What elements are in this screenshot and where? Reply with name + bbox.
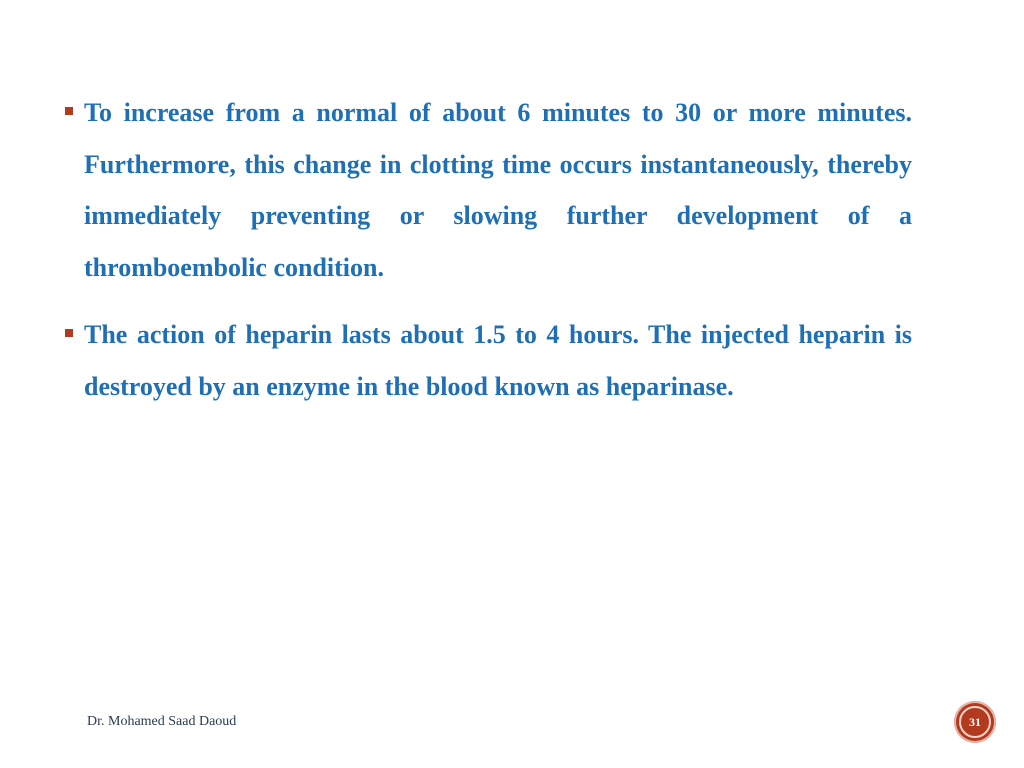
page-number-badge xyxy=(954,701,996,743)
footer-author: Dr. Mohamed Saad Daoud xyxy=(87,714,237,729)
bullet-list xyxy=(84,87,912,412)
square-bullet-icon xyxy=(65,107,73,115)
page-number: 31 xyxy=(959,706,991,738)
bullet-item xyxy=(84,309,912,412)
bullet-text: The action of heparin lasts about 1.5 to 4 hours. The injected heparin is destroyed by an enzyme in the blood known as heparinase. xyxy=(84,320,912,401)
bullet-item xyxy=(84,87,912,293)
bullet-text: To increase from a normal of about 6 minutes to 30 or more minutes. Furthermore, this change in clotting time occurs instantaneously, thereby immediately preventing or slowing further development of a thromboembolic condition. xyxy=(84,98,912,282)
slide-content xyxy=(84,87,912,428)
square-bullet-icon xyxy=(65,329,73,337)
